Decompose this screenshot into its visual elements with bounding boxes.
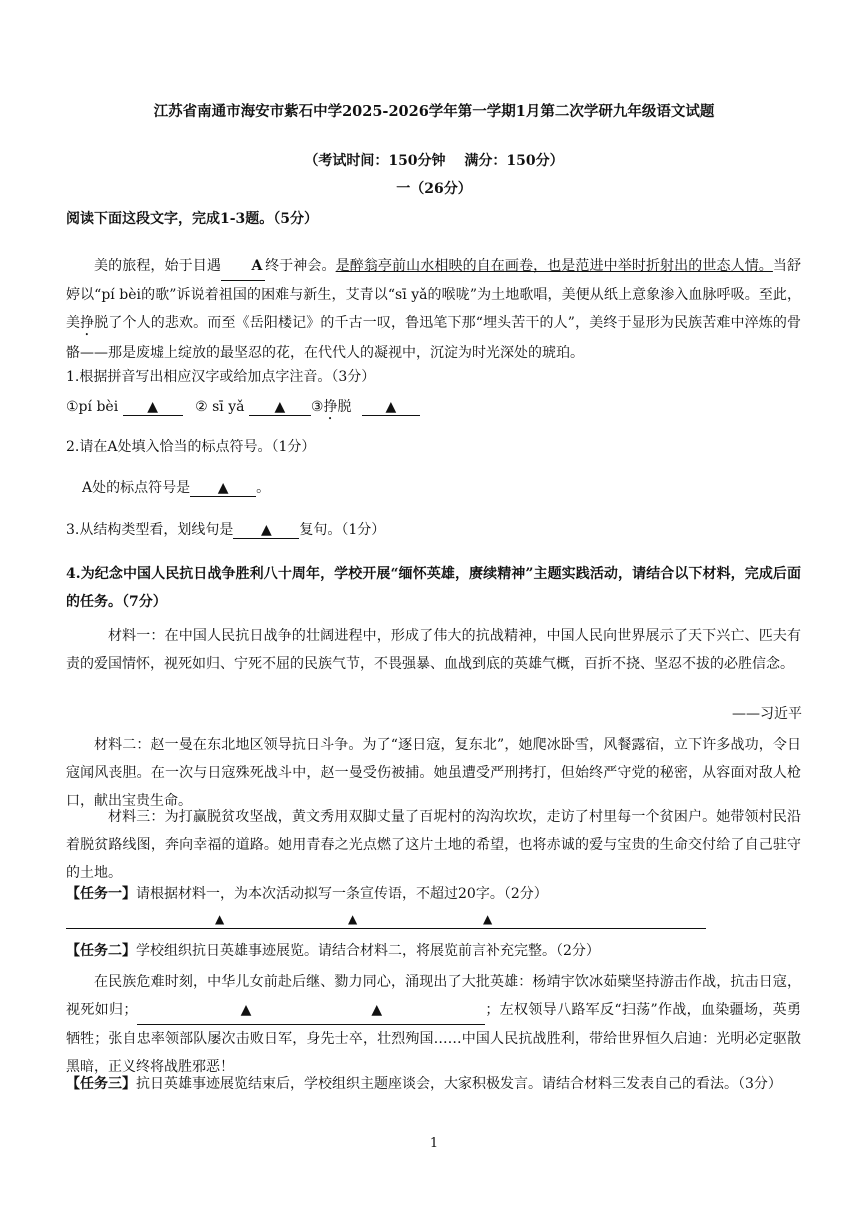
blank-a: A [221, 252, 265, 281]
question-1: 1.根据拼音写出相应汉字或给加点字注音。（3分） [66, 369, 376, 385]
triangle-mark: ▲ [348, 912, 358, 926]
material-3: 材料三：为打赢脱贫攻坚战，黄文秀用双脚丈量了百坭村的沟沟坎坎，走访了村里每一个贫困户。她带领村民沿着脱贫路线图，奔向幸福的道路。她用青春之光点燃了这片土地的希望，也将赤诚的爱与宝贵的生命交付给了自己驻守的土地。 [66, 809, 801, 881]
answer-line[interactable] [66, 928, 706, 929]
dotted-char: 挣 [80, 315, 95, 331]
task-3: 【任务三】抗日英雄事迹展览结束后，学校组织主题座谈会，大家积极发言。请结合材料三发表自己的看法。（3分） [66, 1076, 782, 1092]
question-3: 3.从结构类型看，划线句是 ▲ 复句。（1分） [66, 522, 386, 538]
reading-instruction: 阅读下面这段文字，完成1-3题。（5分） [66, 211, 319, 227]
question-1-items: ①pí bèi ▲ ② sī yǎ ▲ ③挣脱 ▲ [66, 396, 420, 423]
task-2-preface: 在民族危难时刻，中华儿女前赴后继、勠力同心，涌现出了大批英雄：杨靖宇饮冰茹檗坚持游击作战，抗击日寇，视死如归； ▲ ▲ ；左权领导八路军反“扫荡”作战，血染疆场，英勇牺牲；张自忠率领部队屡次击败日军，身先士卒，壮烈殉国……中国人民抗战胜利，带给世界恒久启迪：光明必定驱散黑暗，正义终将战胜邪恶！ [66, 974, 801, 1075]
material-1: 材料一：在中国人民抗日战争的壮阔进程中，形成了伟大的抗战精神，中国人民向世界展示了天下兴亡、匹夫有责的爱国情怀，视死如归、宁死不屈的民族气节，不畏强暴、血战到底的英雄气概，百折不挠、坚忍不拔的必胜信念。 [66, 628, 801, 672]
underlined-sentence: 是醉翁亭前山水相映的自在画卷，也是范进中举时折射出的世态人情。 [335, 258, 773, 274]
task-2: 【任务二】学校组织抗日英雄事迹展览。请结合材料二，将展览前言补充完整。（2分） [66, 943, 600, 959]
task-1: 【任务一】请根据材料一，为本次活动拟写一条宣传语，不超过20字。（2分） [66, 886, 548, 902]
exam-title: 江苏省南通市海安市紫石中学2025-2026学年第一学期1月第二次学研九年级语文试题 [153, 103, 715, 120]
question-2-answer: A处的标点符号是 ▲ 。 [82, 480, 271, 496]
answer-blank[interactable]: ▲ [190, 480, 256, 497]
material-2: 材料二：赵一曼在东北地区领导抗日斗争。为了“逐日寇，复东北”，她爬冰卧雪，风餐露宿，立下许多战功，令日寇闻风丧胆。在一次与日寇殊死战斗中，赵一曼受伤被捕。她虽遭受严刑拷打，但始终严守党的秘密，从容面对敌人枪口，献出宝贵生命。 [66, 737, 801, 809]
triangle-mark: ▲ [483, 912, 493, 926]
answer-blank[interactable]: ▲ [233, 522, 299, 539]
answer-blank[interactable]: ▲ [249, 399, 311, 416]
section-heading: 一（26分） [396, 181, 472, 197]
answer-blank[interactable]: ▲ ▲ [137, 996, 485, 1025]
triangle-mark: ▲ [215, 912, 225, 926]
question-4-heading: 4.为纪念中国人民抗日战争胜利八十周年，学校开展“缅怀英雄，赓续精神”主题实践活动，请结合以下材料，完成后面的任务。（7分） [66, 566, 801, 610]
question-2: 2.请在A处填入恰当的标点符号。（1分） [66, 439, 316, 455]
exam-info: （考试时间：150分钟 满分：150分） [304, 153, 564, 169]
material-1-source: ——习近平 [732, 706, 802, 722]
answer-blank[interactable]: ▲ [362, 399, 420, 416]
reading-passage: 美的旅程，始于目遇 A 终于神会。是醉翁亭前山水相映的自在画卷，也是范进中举时折射出的世态人情。当舒婷以“pí bèi的歌”诉说着祖国的困难与新生，艾青以“sī yǎ的喉咙”为土地歌唱，美便从纸上意象渗入血脉呼吸。至此，美挣脱了个人的悲欢。而至《岳阳楼记》的千古一叹，鲁迅笔下那“埋头苦干的人”，美终于显形为民族苦难中淬炼的骨骼——那是废墟上绽放的最坚忍的花，在代代人的凝视中，沉淀为时光深处的琥珀。 [66, 252, 801, 367]
page-number: 1 [429, 1136, 439, 1151]
answer-blank[interactable]: ▲ [123, 399, 183, 416]
